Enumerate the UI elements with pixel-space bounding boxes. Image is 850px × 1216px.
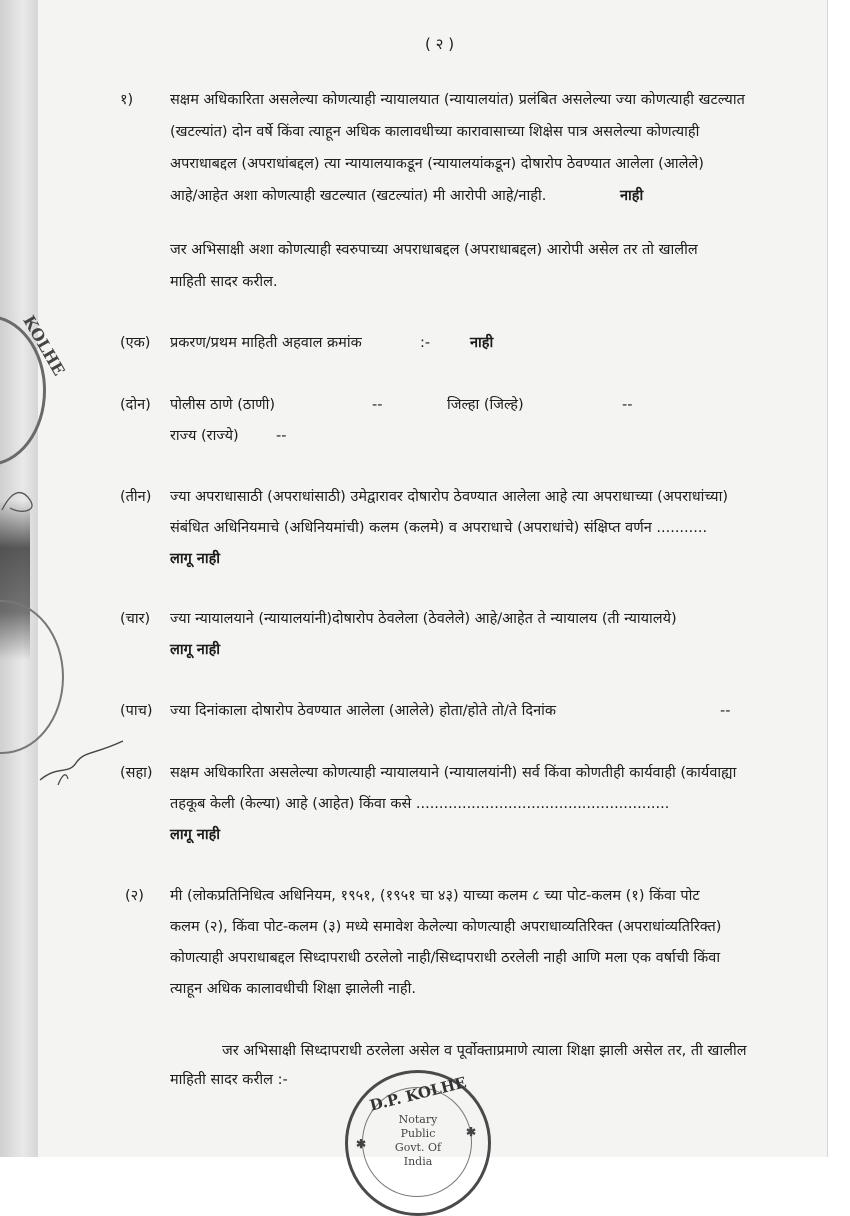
- para2-line: कोणत्याही अपराधाबद्दल सिध्दापराधी ठरलेलो नाही/सिध्दापराधी ठरलेली नाही आणि मला एक वर्षाची किंवा: [170, 950, 721, 966]
- police-station-value: --: [372, 397, 383, 413]
- district-value: --: [622, 397, 633, 413]
- para1-line: अपराधाबद्दल (अपराधांबद्दल) त्या न्यायालयाकडून (न्यायालयांकडून) दोषारोप ठेवण्यात आलेला (आलेले): [170, 156, 704, 172]
- para2-line: कलम (२), किंवा पोट-कलम (३) मध्ये समावेश केलेल्या कोणत्याही अपराधाव्यतिरिक्त (अपराधांव्यतिरिक्त): [170, 919, 722, 935]
- item-saha-label: (सहा): [120, 765, 153, 781]
- para1-line: आहे/आहेत अशा कोणत्याही खटल्यात (खटल्यांत) मी आरोपी आहे/नाही.: [170, 188, 547, 204]
- item-ek-label: (एक): [120, 335, 151, 351]
- item-teen-answer: लागू नाही: [170, 551, 221, 567]
- scan-right-edge: [827, 0, 850, 1157]
- scan-left-edge: [0, 0, 38, 1157]
- para2-number: (२): [125, 888, 144, 904]
- item-ek-text: प्रकरण/प्रथम माहिती अहवाल क्रमांक: [170, 335, 362, 351]
- para1-number: १): [120, 92, 134, 108]
- item-don-label: (दोन): [120, 397, 151, 413]
- para2-line: मी (लोकप्रतिनिधित्व अधिनियम, १९५१, (१९५१ चा ४३) याच्या कलम ८ च्या पोट-कलम (१) किंवा पोट: [170, 888, 700, 904]
- item-char-text: ज्या न्यायालयाने (न्यायालयांनी)दोषारोप ठेवलेला (ठेवलेले) आहे/आहेत ते न्यायालय (ती न्यायालये): [170, 611, 677, 627]
- para1-note-line: माहिती सादर करील.: [170, 274, 278, 290]
- item-teen-line: संबंधित अधिनियमाचे (अधिनियमांची) कलम (कलमे) व अपराधाचे (अपराधांचे) संक्षिप्त वर्णन ...........: [170, 520, 708, 536]
- district-label: जिल्हा (जिल्हे): [447, 397, 524, 413]
- item-pach-label: (पाच): [120, 703, 153, 719]
- item-saha-answer: लागू नाही: [170, 827, 221, 843]
- item-teen-line: ज्या अपराधासाठी (अपराधांसाठी) उमेद्वारावर दोषारोप ठेवण्यात आलेला आहे त्या अपराधाच्या (अपराधांच्या): [170, 489, 728, 505]
- para1-answer: नाही: [620, 188, 644, 204]
- star-icon: ✱: [466, 1125, 477, 1139]
- item-pach-answer: --: [720, 703, 731, 719]
- para1-line: सक्षम अधिकारिता असलेल्या कोणत्याही न्यायालयात (न्यायालयांत) प्रलंबित असलेल्या ज्या कोणत्याही खटल्यात: [170, 92, 745, 108]
- notary-stamp-bottom: [345, 1070, 491, 1216]
- police-station-label: पोलीस ठाणे (ठाणी): [170, 397, 275, 413]
- pen-mark: [0, 480, 40, 520]
- pen-mark: [38, 735, 128, 795]
- para2-line: त्याहून अधिक कालावधीची शिक्षा झालेली नाही.: [170, 981, 416, 997]
- item-char-answer: लागू नाही: [170, 642, 221, 658]
- stamp-bottom-line: Public: [400, 1127, 436, 1140]
- stamp-bottom-line: Govt. Of: [394, 1141, 442, 1154]
- item-teen-label: (तीन): [120, 489, 152, 505]
- stamp-left-name: KOLHE: [19, 312, 69, 379]
- item-saha-line: तहकूब केली (केल्या) आहे (आहेत) किंवा कसे .......................................................: [170, 796, 670, 812]
- para1-note-line: जर अभिसाक्षी अशा कोणत्याही स्वरुपाच्या अपराधाबद्दल (अपराधाबद्दल) आरोपी असेल तर तो खालील: [170, 242, 698, 258]
- stamp-bottom-name: D.P. KOLHE: [367, 1073, 469, 1115]
- item-ek-answer: नाही: [470, 335, 494, 351]
- stamp-bottom-line: India: [403, 1155, 433, 1168]
- state-value: --: [276, 428, 287, 444]
- state-label: राज्य (राज्ये): [170, 428, 239, 444]
- item-ek-sep: :-: [420, 335, 431, 351]
- star-icon: ✱: [356, 1137, 367, 1151]
- stamp-bottom-line: Notary: [398, 1113, 438, 1126]
- item-pach-text: ज्या दिनांकाला दोषारोप ठेवण्यात आलेला (आलेले) होता/होते तो/ते दिनांक: [170, 703, 557, 719]
- item-char-label: (चार): [120, 611, 151, 627]
- para2-note-line: माहिती सादर करील :-: [170, 1072, 288, 1088]
- para1-line: (खटल्यांत) दोन वर्षे किंवा त्याहून अधिक कालावधीच्या कारावासाच्या शिक्षेस पात्र असलेल्या कोणत्याही: [170, 124, 700, 140]
- para2-note-line: जर अभिसाक्षी सिध्दापराधी ठरलेला असेल व पूर्वोक्ताप्रमाणे त्याला शिक्षा झाली असेल तर, ती खालील: [222, 1043, 747, 1059]
- item-saha-line: सक्षम अधिकारिता असलेल्या कोणत्याही न्यायालयाने (न्यायालयांनी) सर्व किंवा कोणतीही कार्यवाही (कार्यवाह्या: [170, 765, 737, 781]
- page-number: ( २ ): [425, 35, 455, 53]
